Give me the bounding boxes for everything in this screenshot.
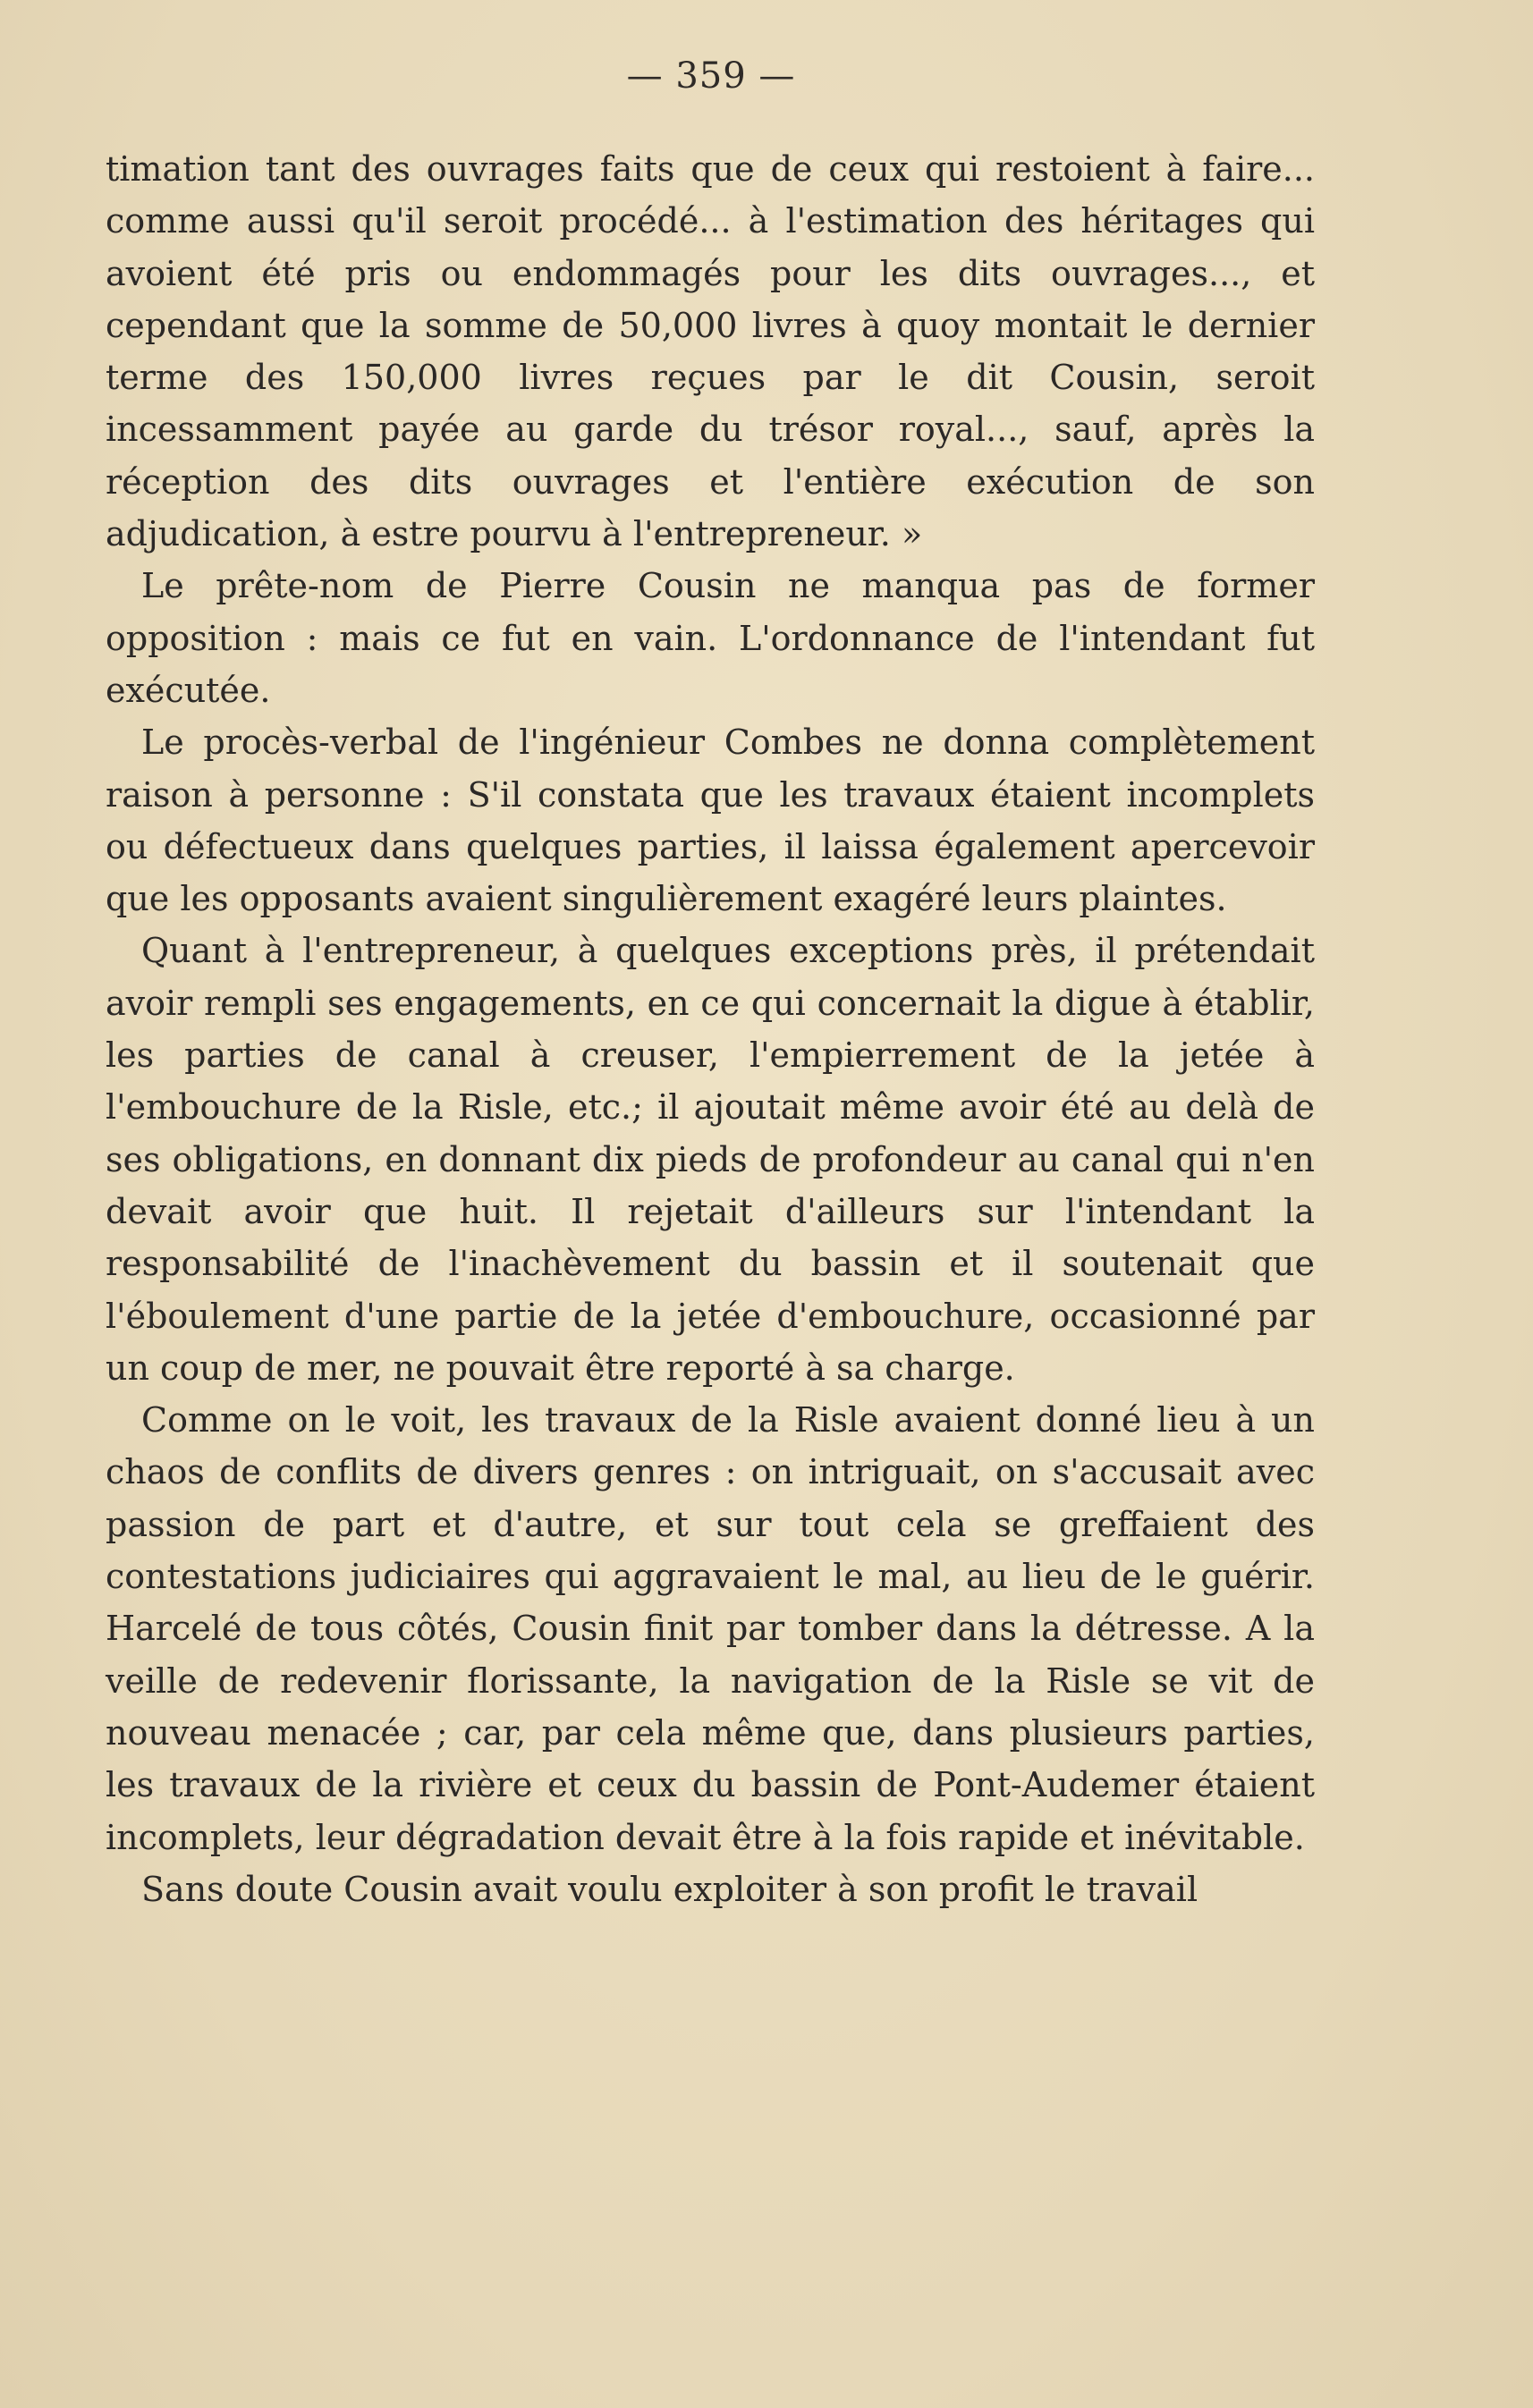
paragraph-last: Sans doute Cousin avait voulu exploiter à son profit le travail bbox=[141, 1869, 1198, 1909]
paragraph: Quant à l'entrepreneur, à quelques exceptions près, il prétendait avoir rempli ses engagements, en ce qui concernait la digue à établir, les parties de canal à creuser, l'empierrement de la jetée à l'embouchure de la Risle, etc.; il ajoutait même avoir été au delà de ses obligations, en donnant dix pieds de profondeur au canal qui n'en devait avoir que huit. Il rejetait d'ailleurs sur l'intendant la responsabilité de l'inachèvement du bassin et il soutenait que l'éboulement d'une partie de la jetée d'embouchure, occasionné par un coup de mer, ne pouvait être reporté à sa charge. bbox=[106, 931, 1315, 1388]
paragraph: Comme on le voit, les travaux de la Risle avaient donné lieu à un chaos de conflits de divers genres : on intriguait, on s'accusait avec passion de part et d'autre, et sur tout cela se greffaient des contestations judiciaires qui aggravaient le mal, au lieu de le guérir. Harcelé de tous côtés, Cousin finit par tomber dans la détresse. A la veille de redevenir florissante, la navigation de la Risle se vit de nouveau menacée ; car, par cela même que, dans plusieurs parties, les travaux de la rivière et ceux du bassin de Pont-Audemer étaient incomplets, leur dégradation devait être à la fois rapide et inévitable. bbox=[106, 1400, 1315, 1857]
body-text bbox=[106, 143, 1315, 1915]
paragraph: Le prête-nom de Pierre Cousin ne manqua pas de former opposition : mais ce fut en vain. L'ordonnance de l'intendant fut exécutée. bbox=[106, 566, 1315, 710]
page-number: — 359 — bbox=[626, 55, 796, 97]
paragraph: Le procès-verbal de l'ingénieur Combes ne donna complètement raison à personne : S'il constata que les travaux étaient incomplets ou défectueux dans quelques parties, il laissa également apercevoir que les opposants avaient singulièrement exagéré leurs plaintes. bbox=[106, 722, 1315, 919]
paragraph-continuation: timation tant des ouvrages faits que de ceux qui restoient à faire... comme aussi qu'il seroit procédé... à l'estimation des héritages qui avoient été pris ou endommagés pour les dits ouvrages..., et cependant que la somme de 50,000 livres à quoy montait le dernier terme des 150,000 livres reçues par le dit Cousin, seroit incessamment payée au garde du trésor royal..., sauf, après la réception des dits ouvrages et l'entière exécution de son adjudication, à estre pourvu à l'entrepreneur. » bbox=[106, 149, 1315, 554]
